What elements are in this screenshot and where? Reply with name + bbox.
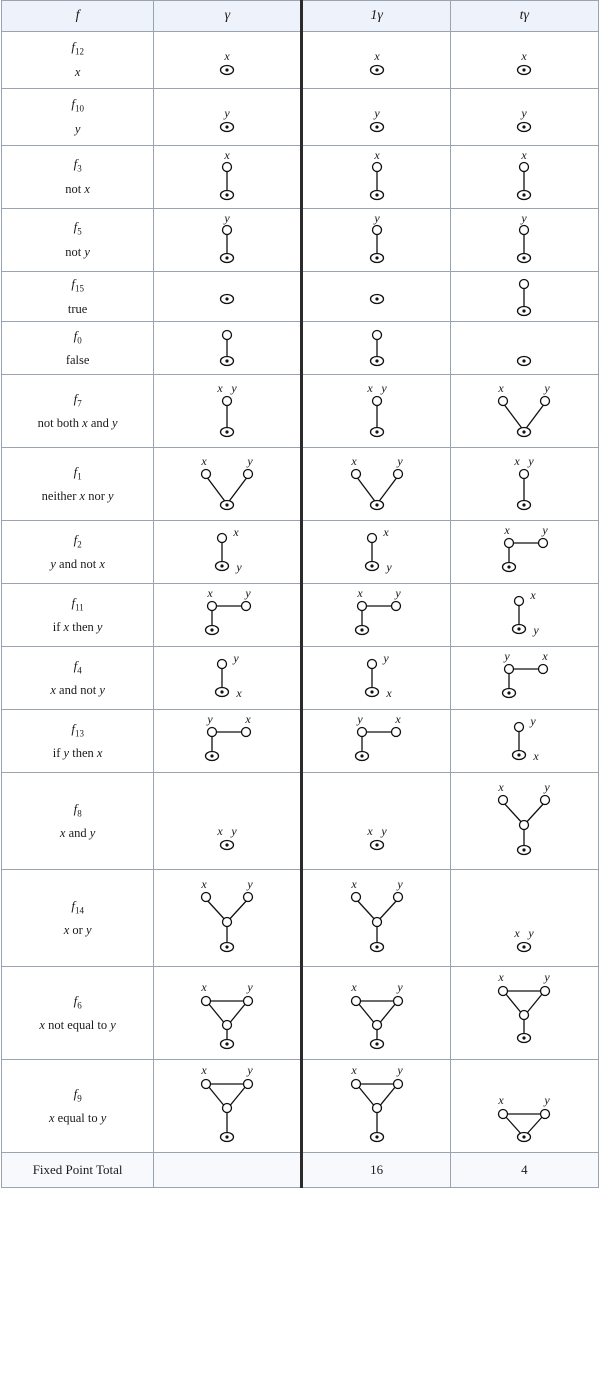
svg-text:y: y (233, 651, 240, 666)
graph-f11-t-gamma (450, 584, 598, 647)
svg-text:y: y (247, 980, 254, 995)
svg-text:y: y (530, 714, 537, 729)
fn-label-f0: $f_0$ false (2, 322, 154, 375)
table-foot (2, 1153, 599, 1188)
fn-label-f14: $f_{14}$ x or y (2, 870, 154, 967)
svg-text:x: x (224, 49, 231, 63)
svg-text:x: x (201, 454, 208, 469)
svg-text:x: x (201, 1063, 208, 1078)
graph-f4-gamma (154, 647, 302, 710)
table-row (2, 773, 599, 870)
svg-text:x: x (498, 970, 505, 985)
svg-text:x: x (350, 1063, 357, 1078)
svg-text:x: x (245, 712, 252, 727)
svg-text:y: y (247, 454, 254, 469)
graph-f8-gamma (154, 773, 302, 870)
graph-f1-t-gamma (450, 448, 598, 521)
svg-text:x: x (521, 148, 528, 162)
graph-f15-gamma (154, 272, 302, 322)
svg-text:y: y (396, 1063, 403, 1078)
svg-text:x: x (394, 712, 401, 727)
graph-f3-gamma (154, 146, 302, 209)
svg-text:x: x (385, 686, 392, 701)
graph-f2-gamma (154, 521, 302, 584)
svg-text:x: x (224, 148, 231, 162)
svg-text:y: y (373, 106, 380, 120)
svg-text:y: y (396, 877, 403, 892)
svg-text:y: y (247, 1063, 254, 1078)
svg-text:x: x (498, 780, 505, 795)
graph-f3-one-gamma (302, 146, 450, 209)
fn-label-f5: $f_5$ not y (2, 209, 154, 272)
graph-f0-gamma (154, 322, 302, 375)
svg-text:x: x (373, 49, 380, 63)
svg-text:y: y (544, 381, 551, 396)
fn-label-f3: $f_3$ not x (2, 146, 154, 209)
svg-text:x: x (521, 49, 528, 63)
fn-label-f10: $f_{10}$ y (2, 89, 154, 146)
svg-text:y: y (247, 877, 254, 892)
svg-text:x: x (366, 381, 373, 396)
svg-text:x: x (373, 148, 380, 162)
svg-text:y: y (385, 560, 392, 575)
fixed-point-total-label: Fixed Point Total (2, 1153, 154, 1188)
graph-f4-one-gamma (302, 647, 450, 710)
svg-text:y: y (236, 560, 243, 575)
graph-f8-t-gamma (450, 773, 598, 870)
graph-f1-gamma (154, 448, 302, 521)
svg-text:y: y (245, 586, 252, 601)
svg-text:x: x (201, 877, 208, 892)
svg-text:x: x (366, 824, 373, 839)
table-row (2, 146, 599, 209)
graph-f0-t-gamma (450, 322, 598, 375)
svg-text:y: y (533, 623, 540, 638)
graph-f2-t-gamma (450, 521, 598, 584)
svg-text:y: y (396, 454, 403, 469)
table-row (2, 32, 599, 89)
svg-text:y: y (521, 211, 528, 225)
svg-text:x: x (207, 586, 214, 601)
svg-text:x: x (382, 525, 389, 540)
svg-text:x: x (350, 877, 357, 892)
svg-text:y: y (544, 1093, 551, 1108)
svg-text:y: y (207, 712, 214, 727)
svg-text:y: y (521, 106, 528, 120)
svg-text:x: x (356, 586, 363, 601)
fixed-point-total-one-gamma: 16 (302, 1153, 450, 1188)
svg-text:x: x (350, 454, 357, 469)
svg-text:y: y (504, 649, 511, 664)
table-head (2, 1, 599, 32)
table-row (2, 647, 599, 710)
svg-text:x: x (498, 1093, 505, 1108)
graph-f10-one-gamma (302, 89, 450, 146)
graph-f0-one-gamma (302, 322, 450, 375)
fn-label-f7: $f_7$ not both x and y (2, 375, 154, 448)
graph-f13-t-gamma (450, 710, 598, 773)
graph-f15-one-gamma (302, 272, 450, 322)
table-row (2, 448, 599, 521)
graph-f6-one-gamma (302, 967, 450, 1060)
graph-f7-gamma (154, 375, 302, 448)
table-row (2, 272, 599, 322)
fn-label-f15: $f_{15}$ true (2, 272, 154, 322)
table-row (2, 521, 599, 584)
svg-text:x: x (201, 980, 208, 995)
svg-text:x: x (514, 926, 521, 941)
graph-f14-one-gamma (302, 870, 450, 967)
svg-text:y: y (380, 824, 387, 839)
fn-label-f9: $f_9$ x equal to y (2, 1060, 154, 1153)
svg-text:x: x (217, 824, 224, 839)
graph-f12-one-gamma (302, 32, 450, 89)
footer-row (2, 1153, 599, 1188)
svg-text:y: y (231, 824, 238, 839)
graph-f8-one-gamma (302, 773, 450, 870)
header-t-gamma: tγ (450, 1, 598, 32)
svg-text:x: x (530, 588, 537, 603)
svg-text:x: x (504, 523, 511, 538)
svg-text:x: x (217, 381, 224, 396)
svg-text:x: x (542, 649, 549, 664)
main-table (1, 0, 599, 1188)
graph-f9-one-gamma (302, 1060, 450, 1153)
table-row (2, 584, 599, 647)
svg-text:y: y (224, 211, 231, 225)
svg-text:y: y (528, 926, 535, 941)
svg-text:x: x (514, 454, 521, 469)
table-row (2, 1060, 599, 1153)
svg-text:x: x (236, 686, 243, 701)
fixed-point-total-gamma (154, 1153, 302, 1188)
svg-text:x: x (533, 749, 540, 764)
graph-f1-one-gamma (302, 448, 450, 521)
fn-label-f1: $f_1$ neither x nor y (2, 448, 154, 521)
fn-label-f8: $f_8$ x and y (2, 773, 154, 870)
table-row (2, 209, 599, 272)
graph-f11-gamma (154, 584, 302, 647)
header-f: f (2, 1, 154, 32)
graph-f10-gamma (154, 89, 302, 146)
graph-f13-one-gamma (302, 710, 450, 773)
graph-f6-t-gamma (450, 967, 598, 1060)
graph-f13-gamma (154, 710, 302, 773)
svg-text:y: y (380, 381, 387, 396)
svg-text:y: y (544, 780, 551, 795)
svg-text:y: y (544, 970, 551, 985)
graph-f7-one-gamma (302, 375, 450, 448)
graph-f5-gamma (154, 209, 302, 272)
graph-f6-gamma (154, 967, 302, 1060)
fn-label-f12: $f_{12}$ x (2, 32, 154, 89)
fn-label-f4: $f_4$ x and not y (2, 647, 154, 710)
graph-f12-t-gamma (450, 32, 598, 89)
svg-text:y: y (528, 454, 535, 469)
header-one-gamma: 1γ (302, 1, 450, 32)
svg-text:y: y (394, 586, 401, 601)
svg-text:x: x (233, 525, 240, 540)
svg-text:y: y (224, 106, 231, 120)
fn-label-f2: $f_2$ y and not x (2, 521, 154, 584)
svg-text:y: y (356, 712, 363, 727)
graph-f10-t-gamma (450, 89, 598, 146)
graph-f15-t-gamma (450, 272, 598, 322)
table-row (2, 967, 599, 1060)
svg-text:y: y (382, 651, 389, 666)
table-row (2, 710, 599, 773)
graph-f3-t-gamma (450, 146, 598, 209)
header-row (2, 1, 599, 32)
header-gamma: γ (154, 1, 302, 32)
table-body (2, 32, 599, 1153)
graph-f9-gamma (154, 1060, 302, 1153)
graph-f14-gamma (154, 870, 302, 967)
table-row (2, 322, 599, 375)
graph-f7-t-gamma (450, 375, 598, 448)
graph-f14-t-gamma (450, 870, 598, 967)
fn-label-f6: $f_6$ x not equal to y (2, 967, 154, 1060)
svg-text:y: y (231, 381, 238, 396)
svg-text:x: x (498, 381, 505, 396)
graph-f9-t-gamma (450, 1060, 598, 1153)
graph-f2-one-gamma (302, 521, 450, 584)
svg-text:x: x (350, 980, 357, 995)
table-row (2, 89, 599, 146)
graph-f12-gamma (154, 32, 302, 89)
fixed-point-total-t-gamma: 4 (450, 1153, 598, 1188)
graph-f4-t-gamma (450, 647, 598, 710)
svg-text:y: y (373, 211, 380, 225)
graph-f5-t-gamma (450, 209, 598, 272)
svg-text:y: y (396, 980, 403, 995)
graph-f5-one-gamma (302, 209, 450, 272)
fn-label-f13: $f_{13}$ if y then x (2, 710, 154, 773)
svg-text:y: y (542, 523, 549, 538)
table-row (2, 870, 599, 967)
table-row (2, 375, 599, 448)
graph-f11-one-gamma (302, 584, 450, 647)
fn-label-f11: $f_{11}$ if x then y (2, 584, 154, 647)
